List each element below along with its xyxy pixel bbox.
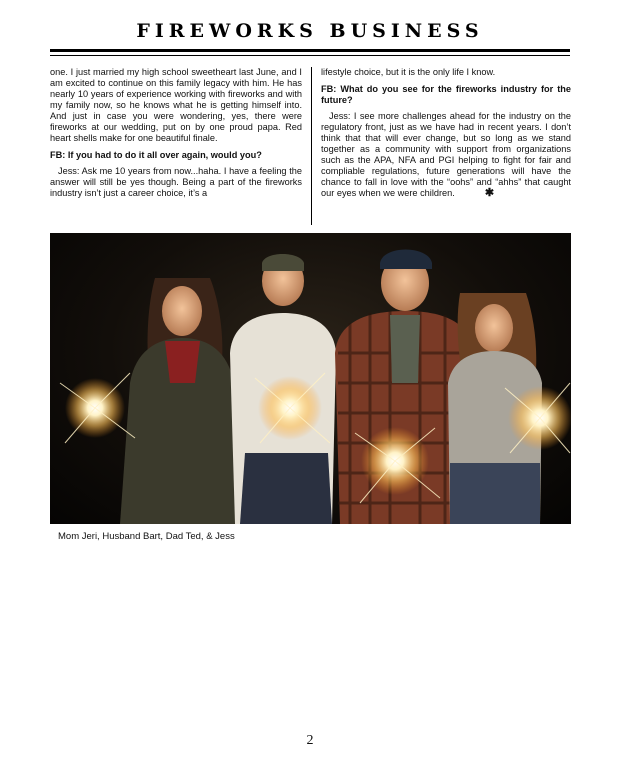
column-divider xyxy=(311,67,312,225)
person-mom xyxy=(120,278,244,524)
paragraph: lifestyle choice, but it is the only life I know. xyxy=(321,67,496,77)
paragraph xyxy=(321,111,571,199)
paragraph: Jess: Ask me 10 years from now...haha. I have a feeling the answer will still be yes though. Being a part of the fireworks industry isn’t just a career choice, it’s a xyxy=(50,166,302,198)
end-of-article-mark: ✱ xyxy=(484,187,495,199)
answer-text: Jess: I see more challenges ahead for the industry on the regulatory front, just as we have had in recent years. I don’t think that that will ever change, but so long as we stand together as a community with support from organizations such as the APA, NFA and PGI helping to fight for fair and compliable regulations, future generations will have the chance to fall in love with the “oohs” and “ahhs” that caught our eyes when we were children. xyxy=(321,111,571,198)
photo-caption: Mom Jeri, Husband Bart, Dad Ted, & Jess xyxy=(58,531,235,542)
interview-question: FB: What do you see for the fireworks industry for the future? xyxy=(321,84,571,105)
article-column-right xyxy=(321,67,571,199)
magazine-masthead: FIREWORKS BUSINESS xyxy=(136,20,484,42)
interview-question: FB: If you had to do it all over again, would you? xyxy=(50,150,262,160)
page-number: 2 xyxy=(306,733,314,748)
header-rule-thin xyxy=(50,55,570,56)
header-rule-thick xyxy=(50,49,570,52)
paragraph: one. I just married my high school sweetheart last June, and I am excited to continue on this family legacy with him. He has nearly 10 years of experience working with fireworks and with my family now, so he knows what he is getting himself into. And just in case you were wondering, yes, there were fireworks at our wedding, put on by one proud papa. Red heart shells make for one beautiful finale. xyxy=(50,67,302,143)
article-column-left xyxy=(50,67,302,199)
family-sparkler-photo xyxy=(50,233,571,524)
